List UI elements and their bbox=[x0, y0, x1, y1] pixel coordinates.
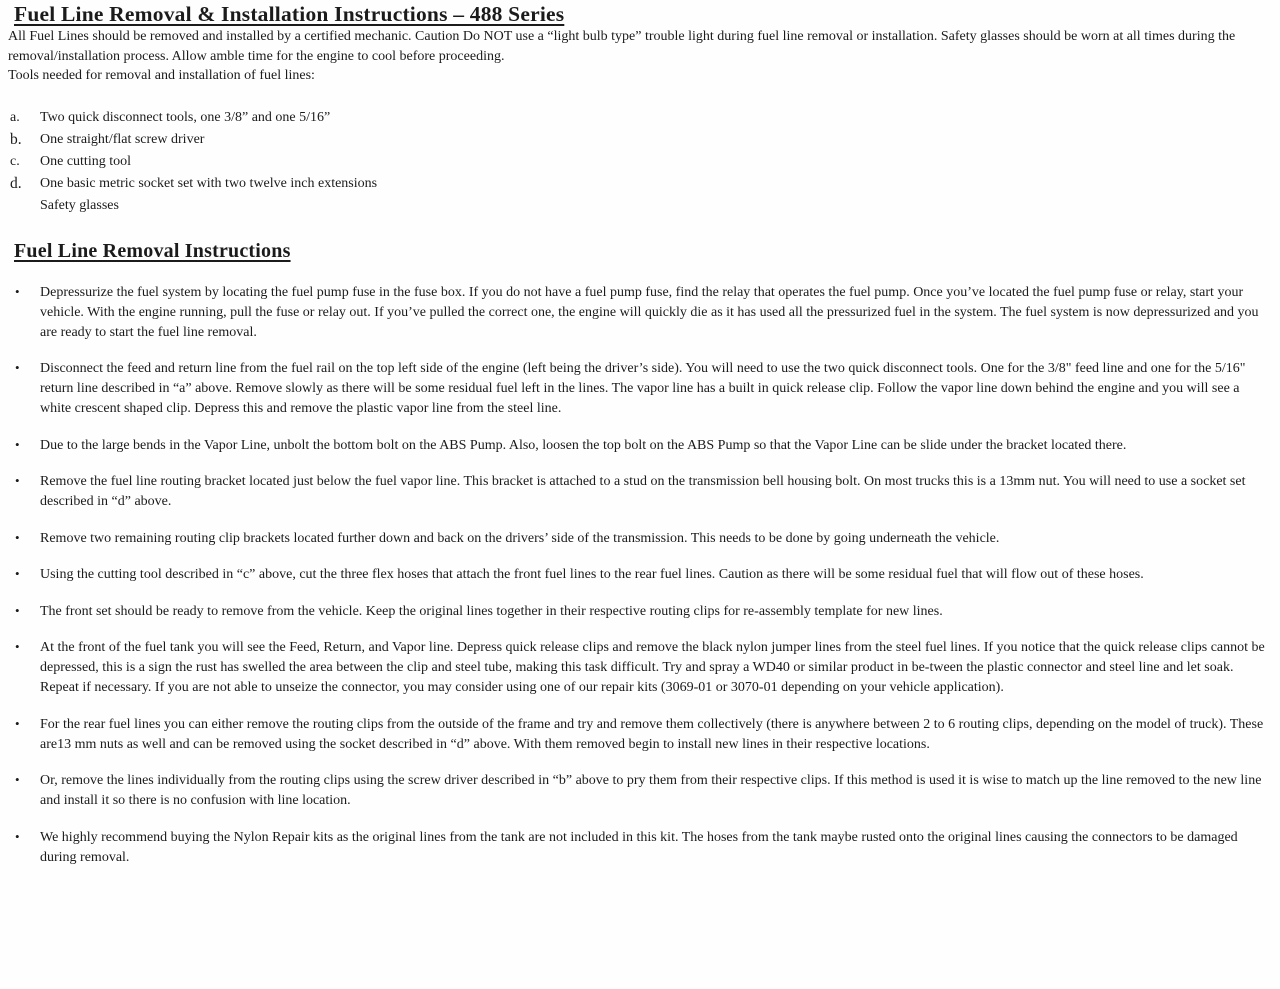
bullet-icon: • bbox=[15, 639, 20, 654]
instruction-text: Disconnect the feed and return line from the fuel rail on the top left side of the engine (left being the driver’s side). You will need to use the two quick disconnect tools. One for the 3/8" feed line and one for the 5/16" return line described in “a” above. Remove slowly as there will be some residual fuel left in the lines. The vapor line has a built in quick release clip. Follow the vapor line down behind the engine and you will see a white crescent shaped clip. Depress this and remove the plastic vapor line from the steel line. bbox=[40, 361, 1246, 416]
tool-list-item bbox=[0, 173, 1280, 195]
instruction-text: Or, remove the lines individually from the routing clips using the screw driver described in “b” above to pry them from their respective clips. If this method is used it is wise to match up the line removed to the new line and install it so there is no confusion with line location. bbox=[40, 773, 1262, 808]
tool-item-text: Two quick disconnect tools, one 3/8” and one 5/16” bbox=[40, 109, 331, 125]
section-title-text: Fuel Line Removal Instructions bbox=[14, 239, 291, 262]
instruction-list-item bbox=[0, 529, 1280, 549]
instruction-list-item bbox=[0, 565, 1280, 585]
instruction-text: At the front of the fuel tank you will see the Feed, Return, and Vapor line. Depress quick release clips and remove the black nylon jumper lines from the steel fuel lines. If you notice that the quick release clips cannot be depressed, this is a sign the rust has swelled the area between the clip and steel tube, making this task difficult. Try and spray a WD40 or similar product in be-tween the plastic connector and steel line and let soak. Repeat if necessary. If you are not able to unseize the connector, you may consider using one of our repair kits (3069-01 or 3070-01 depending on your vehicle application). bbox=[40, 640, 1265, 695]
instruction-list-item bbox=[0, 472, 1280, 512]
tool-list-item-continuation: Safety glasses bbox=[40, 197, 119, 213]
instruction-list-item bbox=[0, 715, 1280, 755]
tool-item-marker: b. bbox=[10, 130, 22, 148]
tool-item-marker: c. bbox=[10, 153, 20, 169]
tool-list-item bbox=[0, 151, 1280, 173]
tools-list-heading: Tools needed for removal and installation of fuel lines: bbox=[8, 68, 315, 83]
instruction-text: Using the cutting tool described in “c” above, cut the three flex hoses that attach the front fuel lines to the rear fuel lines. Caution as there will be some residual fuel that will flow out of these hoses. bbox=[40, 567, 1144, 582]
bullet-icon: • bbox=[15, 473, 20, 488]
tools-list bbox=[0, 107, 1280, 217]
tool-list-item bbox=[0, 107, 1280, 129]
tool-item-marker: a. bbox=[10, 109, 20, 125]
instruction-list-item bbox=[0, 436, 1280, 456]
instruction-list-item bbox=[0, 602, 1280, 622]
instruction-list-item bbox=[0, 283, 1280, 343]
tool-item-text: One straight/flat screw driver bbox=[40, 131, 205, 147]
instruction-list-item bbox=[0, 771, 1280, 811]
bullet-icon: • bbox=[15, 436, 20, 452]
bullet-icon: • bbox=[15, 602, 20, 618]
instruction-list-item bbox=[0, 828, 1280, 868]
bullet-icon: • bbox=[15, 772, 20, 787]
document-title-text: Fuel Line Removal & Installation Instructions – 488 Series bbox=[14, 2, 565, 26]
bullet-icon: • bbox=[15, 828, 20, 844]
document-title bbox=[14, 2, 1266, 27]
bullet-icon: • bbox=[15, 529, 20, 545]
bullet-icon: • bbox=[15, 715, 20, 731]
tool-item-text: One basic metric socket set with two twelve inch extensions bbox=[40, 175, 378, 191]
instruction-text: The front set should be ready to remove from the vehicle. Keep the original lines together in their respective routing clips for re-assembly template for new lines. bbox=[40, 603, 943, 619]
bullet-icon: • bbox=[15, 566, 20, 581]
tool-item-marker: d. bbox=[10, 174, 22, 192]
bullet-icon: • bbox=[15, 360, 20, 375]
instruction-list-item bbox=[0, 359, 1280, 419]
instructions-list bbox=[0, 283, 1280, 868]
instruction-text: Remove the fuel line routing bracket located just below the fuel vapor line. This bracket is attached to a stud on the transmission bell housing bolt. On most trucks this is a 13mm nut. You will need to use a socket set described in “d” above. bbox=[40, 474, 1246, 509]
instruction-text: Due to the large bends in the Vapor Line, unbolt the bottom bolt on the ABS Pump. Also, loosen the top bolt on the ABS Pump so that the Vapor Line can be slide under the bracket located there. bbox=[40, 437, 1127, 453]
instruction-text: Remove two remaining routing clip brackets located further down and back on the drivers’ side of the transmission. This needs to be done by going underneath the vehicle. bbox=[40, 530, 1000, 546]
tool-list-item bbox=[0, 129, 1280, 151]
instruction-text: For the rear fuel lines you can either remove the routing clips from the outside of the frame and try and remove them collectively (there is anywhere between 2 to 6 routing clips, depending on the model of truck). These are13 mm nuts as well and can be removed using the socket described in “d” above. With them removed begin to install new lines in their respective locations. bbox=[40, 716, 1264, 752]
instruction-list-item bbox=[0, 638, 1280, 698]
intro-paragraph: All Fuel Lines should be removed and installed by a certified mechanic. Caution Do NOT use a “light bulb type” trouble light during fuel line removal or installation. Safety glasses should be worn at all times during the removal/installation process. Allow amble time for the engine to cool before proceeding. bbox=[8, 29, 1236, 64]
tool-item-text: One cutting tool bbox=[40, 153, 131, 169]
instruction-text: Depressurize the fuel system by locating the fuel pump fuse in the fuse box. If you do not have a fuel pump fuse, find the relay that operates the fuel pump. Once you’ve located the fuel pump fuse or relay, start your vehicle. With the engine running, pull the fuse or relay out. If you’ve pulled the correct one, the engine will quickly die as it has used all the pressurized fuel in the system. The fuel system is now depressurized and you are ready to start the fuel line removal. bbox=[40, 284, 1259, 340]
bullet-icon: • bbox=[15, 283, 20, 299]
section-title bbox=[14, 240, 1266, 263]
instruction-text: We highly recommend buying the Nylon Repair kits as the original lines from the tank are not included in this kit. The hoses from the tank maybe rusted onto the original lines causing the connectors to be damaged during removal. bbox=[40, 829, 1238, 865]
